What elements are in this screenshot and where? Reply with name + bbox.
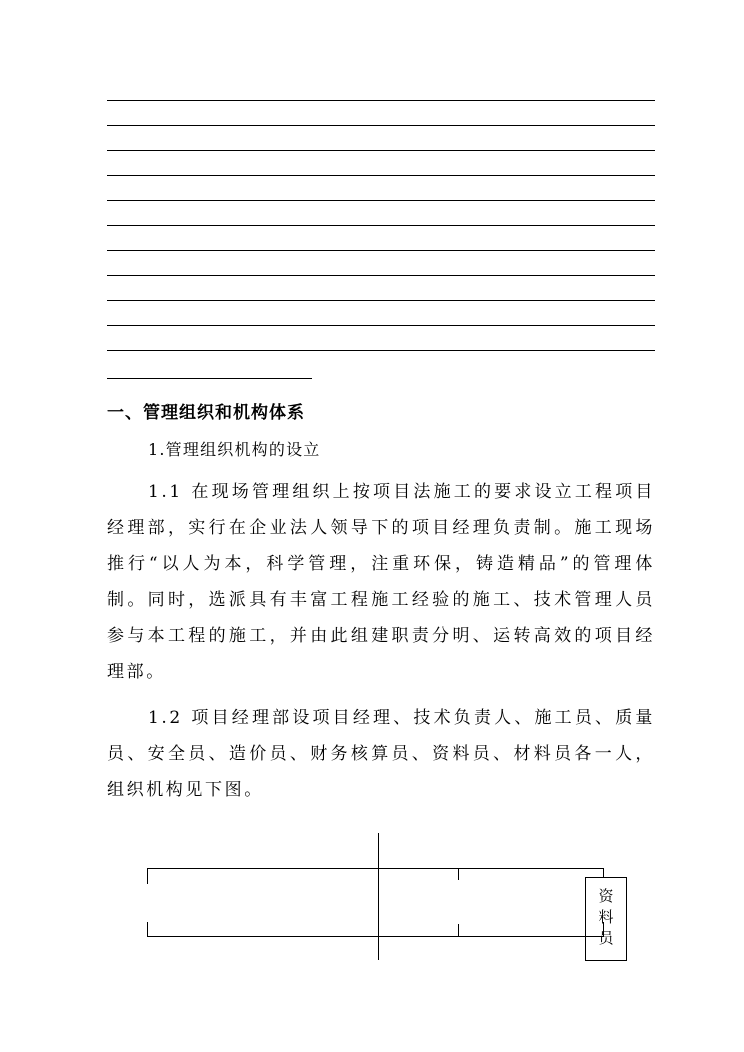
paragraph-1-2: 1.2 项目经理部设项目经理、技术负责人、施工员、质量员、安全员、造价员、财务核算员、资料员、材料员各一人，组织机构见下图。 (107, 708, 655, 800)
blank-line (107, 350, 655, 351)
blank-line (107, 250, 655, 251)
subsection-heading: 1.管理组织机构的设立 (148, 440, 321, 459)
blank-line-short (107, 378, 312, 379)
blank-line (107, 225, 655, 226)
blank-line (107, 125, 655, 126)
chart-mid-tick-bottom (458, 924, 459, 937)
chart-center-vertical (378, 833, 379, 960)
chart-left-tick-top (147, 868, 148, 884)
section-heading: 一、管理组织和机构体系 (107, 403, 305, 423)
org-box-label: 资料员 (596, 887, 615, 951)
org-box-archivist (585, 877, 627, 961)
blank-line (107, 325, 655, 326)
chart-mid-tick-top (458, 868, 459, 880)
paragraph-1-1: 1.1 在现场管理组织上按项目法施工的要求设立工程项目经理部，实行在企业法人领导下的项目经理负责制。施工现场推行“以人为本，科学管理，注重环保，铸造精品”的管理体制。同时，选派具有丰富工程施工经验的施工、技术管理人员参与本工程的施工，并由此组建职责分明、运转高效的项目经理部。 (107, 482, 655, 682)
blank-line (107, 200, 655, 201)
blank-line (107, 100, 655, 101)
blank-line (107, 150, 655, 151)
chart-left-tick-bottom (147, 922, 148, 937)
blank-line (107, 275, 655, 276)
chart-bottom-horizontal (147, 936, 604, 937)
blank-line (107, 175, 655, 176)
blank-line (107, 300, 655, 301)
chart-top-horizontal (147, 868, 604, 869)
